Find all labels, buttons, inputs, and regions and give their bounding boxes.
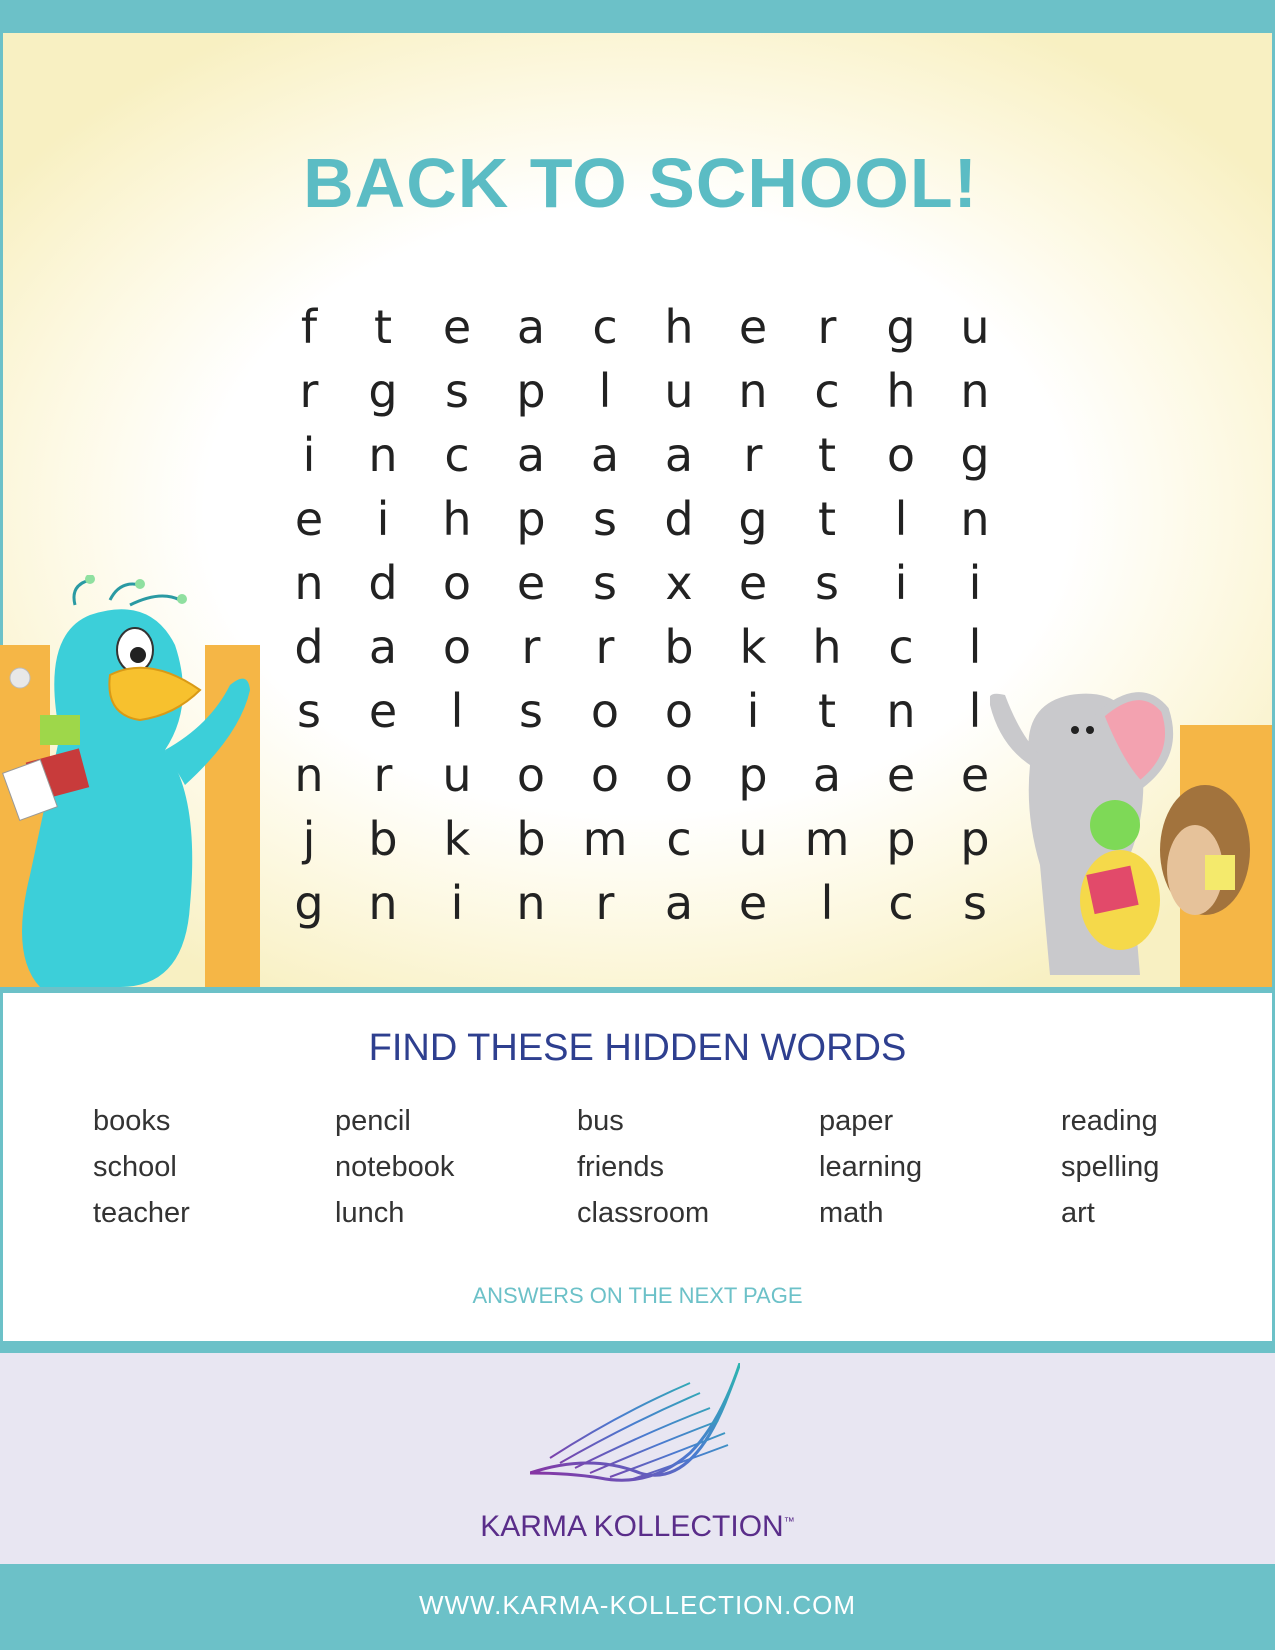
answers-note: ANSWERS ON THE NEXT PAGE xyxy=(472,1283,803,1308)
hidden-word: art xyxy=(1061,1197,1095,1229)
word-search-grid xyxy=(272,295,1012,935)
grid-letter: n xyxy=(738,364,768,418)
grid-letter: o xyxy=(886,428,916,482)
grid-letter: o xyxy=(590,748,620,802)
elephant-turtle-hedgehog-illustration xyxy=(990,685,1272,987)
grid-letter: b xyxy=(516,812,546,866)
grid-letter: n xyxy=(294,748,324,802)
grid-letter: a xyxy=(664,876,694,930)
grid-letter: o xyxy=(590,684,620,738)
grid-letter: o xyxy=(664,684,694,738)
grid-letter: x xyxy=(665,556,693,610)
grid-letter: a xyxy=(516,428,546,482)
hidden-word: reading xyxy=(1061,1105,1158,1137)
grid-letter: n xyxy=(294,556,324,610)
grid-letter: j xyxy=(302,812,316,866)
grid-letter: e xyxy=(738,876,768,930)
grid-letter: p xyxy=(886,812,916,866)
grid-letter: o xyxy=(442,620,472,674)
grid-letter: u xyxy=(738,812,768,866)
grid-letter: r xyxy=(299,364,319,418)
grid-letter: p xyxy=(960,812,990,866)
logo-panel xyxy=(0,1353,1275,1564)
grid-letter: h xyxy=(886,364,916,418)
grid-letter: p xyxy=(516,492,546,546)
grid-letter: k xyxy=(443,812,471,866)
grid-letter: k xyxy=(739,620,767,674)
grid-letter: s xyxy=(297,684,321,738)
grid-letter: a xyxy=(812,748,842,802)
feather-logo-icon xyxy=(530,1363,740,1503)
grid-letter: a xyxy=(664,428,694,482)
bottom-divider xyxy=(0,1341,1275,1353)
grid-letter: m xyxy=(804,812,850,866)
grid-letter: r xyxy=(521,620,541,674)
grid-letter: c xyxy=(814,364,840,418)
hidden-word: books xyxy=(93,1105,171,1137)
grid-letter: l xyxy=(968,684,982,738)
grid-letter: i xyxy=(894,556,908,610)
grid-letter: s xyxy=(593,556,617,610)
grid-letter: o xyxy=(664,748,694,802)
hidden-word: bus xyxy=(577,1105,624,1137)
grid-letter: i xyxy=(302,428,316,482)
grid-letter: o xyxy=(442,556,472,610)
grid-letter: t xyxy=(817,684,837,738)
grid-letter: e xyxy=(960,748,990,802)
brand-name-text: KARMA KOLLECTION xyxy=(480,1510,784,1543)
grid-letter: f xyxy=(300,300,318,354)
grid-letter: l xyxy=(450,684,464,738)
grid-letter: n xyxy=(960,364,990,418)
hidden-word: notebook xyxy=(335,1151,455,1183)
grid-letter: t xyxy=(817,492,837,546)
grid-letter: c xyxy=(666,812,692,866)
grid-letter: e xyxy=(738,300,768,354)
grid-letter: d xyxy=(294,620,324,674)
grid-letter: h xyxy=(442,492,472,546)
grid-letter: e xyxy=(886,748,916,802)
grid-letter: s xyxy=(519,684,543,738)
grid-letter: g xyxy=(886,300,916,354)
grid-letter: s xyxy=(963,876,987,930)
hidden-word: teacher xyxy=(93,1197,190,1229)
grid-letter: a xyxy=(590,428,620,482)
hidden-word: learning xyxy=(819,1151,923,1183)
grid-letter: l xyxy=(894,492,908,546)
grid-letter: a xyxy=(516,300,546,354)
grid-letter: c xyxy=(592,300,618,354)
hidden-word: lunch xyxy=(335,1197,405,1229)
grid-letter: l xyxy=(820,876,834,930)
footer xyxy=(0,1564,1275,1650)
grid-letter: g xyxy=(738,492,768,546)
grid-letter: e xyxy=(368,684,398,738)
grid-letter: n xyxy=(368,876,398,930)
grid-letter: e xyxy=(516,556,546,610)
grid-letter: a xyxy=(368,620,398,674)
grid-letter: r xyxy=(595,876,615,930)
brand-name xyxy=(0,1510,1275,1544)
grid-letter: s xyxy=(815,556,839,610)
hidden-word: pencil xyxy=(335,1105,411,1137)
grid-letter: u xyxy=(960,300,990,354)
grid-letter: l xyxy=(598,364,612,418)
grid-letter: i xyxy=(376,492,390,546)
grid-letter: c xyxy=(888,620,914,674)
grid-letter: r xyxy=(595,620,615,674)
trademark-symbol: ™ xyxy=(783,1516,795,1528)
grid-letter: t xyxy=(373,300,393,354)
hidden-word: spelling xyxy=(1061,1151,1160,1183)
grid-letter: h xyxy=(664,300,694,354)
grid-letter: o xyxy=(516,748,546,802)
grid-letter: g xyxy=(960,428,990,482)
grid-letter: e xyxy=(442,300,472,354)
grid-letter: h xyxy=(812,620,842,674)
grid-letter: t xyxy=(817,428,837,482)
grid-letter: s xyxy=(445,364,469,418)
website-url[interactable]: WWW.KARMA-KOLLECTION.COM xyxy=(418,1590,857,1620)
grid-letter: m xyxy=(582,812,628,866)
word-list-heading: FIND THESE HIDDEN WORDS xyxy=(368,1027,907,1069)
grid-letter: r xyxy=(817,300,837,354)
grid-letter: p xyxy=(516,364,546,418)
grid-letter: i xyxy=(746,684,760,738)
grid-letter: i xyxy=(450,876,464,930)
grid-letter: u xyxy=(664,364,694,418)
hidden-word: school xyxy=(93,1151,177,1183)
word-list-panel xyxy=(3,993,1272,1341)
grid-letter: n xyxy=(886,684,916,738)
hidden-word: paper xyxy=(819,1105,894,1137)
hidden-word: math xyxy=(819,1197,884,1229)
grid-letter: r xyxy=(373,748,393,802)
bird-character-illustration xyxy=(0,575,290,987)
grid-letter: l xyxy=(968,620,982,674)
grid-letter: c xyxy=(888,876,914,930)
grid-letter: g xyxy=(368,364,398,418)
grid-letter: n xyxy=(516,876,546,930)
grid-letter: b xyxy=(368,812,398,866)
grid-letter: p xyxy=(738,748,768,802)
grid-letter: n xyxy=(960,492,990,546)
hidden-word: friends xyxy=(577,1151,665,1183)
grid-letter: b xyxy=(664,620,694,674)
grid-letter: s xyxy=(593,492,617,546)
hidden-word: classroom xyxy=(577,1197,710,1229)
grid-letter: e xyxy=(294,492,324,546)
word-list xyxy=(93,1105,1243,1243)
top-bar xyxy=(0,0,1275,33)
grid-letter: e xyxy=(738,556,768,610)
grid-letter: u xyxy=(442,748,472,802)
grid-letter: d xyxy=(664,492,694,546)
grid-letter: i xyxy=(968,556,982,610)
grid-letter: c xyxy=(444,428,470,482)
page-title: BACK TO SCHOOL! xyxy=(303,144,978,222)
grid-letter: d xyxy=(368,556,398,610)
grid-letter: g xyxy=(294,876,324,930)
grid-letter: n xyxy=(368,428,398,482)
grid-letter: r xyxy=(743,428,763,482)
